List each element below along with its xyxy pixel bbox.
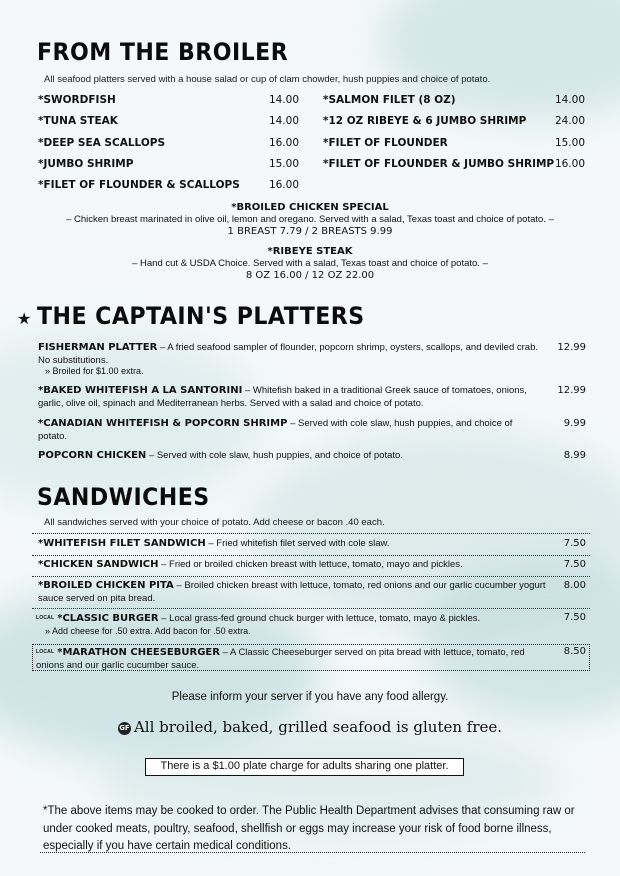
menu-item-description: – Broiled chicken breast with lettuce, tomato, red onions and our garlic cucumber yogurt sauce served on pita bread.	[38, 580, 546, 604]
plate-charge-notice: There is a $1.00 plate charge for adults sharing one platter.	[145, 758, 464, 776]
menu-item-name: *WHITEFISH FILET SANDWICH	[38, 538, 206, 549]
special-prices: 8 OZ 16.00 / 12 OZ 22.00	[245, 270, 375, 281]
platters-title: THE CAPTAIN'S PLATTERS	[37, 302, 365, 330]
health-disclaimer: *The above items may be cooked to order. The Public Health Department advises that consuming raw or under cooked meats, poultry, seafood, shellfish or eggs may increase your risk of food borne illness, especially if you have certain medical conditions.	[43, 805, 575, 852]
menu-item	[38, 580, 548, 605]
menu-item-name: *CANADIAN WHITEFISH & POPCORN SHRIMP	[38, 418, 288, 429]
menu-item-price: 14.00	[554, 94, 585, 106]
local-badge: LOCAL	[36, 615, 55, 621]
menu-item	[36, 612, 536, 626]
menu-item-description: – A fried seafood sampler of flounder, popcorn shrimp, oysters, scallops, and deviled crab. No substitutions.	[38, 342, 539, 366]
divider	[32, 533, 590, 534]
menu-item-name: *FILET OF FLOUNDER & SCALLOPS	[38, 179, 240, 191]
menu-item-name: *DEEP SEA SCALLOPS	[38, 137, 166, 149]
broiler-note: All seafood platters served with a house salad or cup of clam chowder, hush puppies and choice of potato.	[44, 74, 491, 85]
broiler-title: FROM THE BROILER	[37, 38, 289, 66]
menu-item-price: 8.50	[563, 646, 586, 657]
sandwiches-note: All sandwiches served with your choice of potato. Add cheese or bacon .40 each.	[44, 517, 385, 528]
menu-item	[38, 385, 538, 410]
special-prices: 1 BREAST 7.79 / 2 BREASTS 9.99	[227, 226, 393, 237]
menu-item	[38, 418, 538, 443]
menu-item	[38, 538, 538, 551]
menu-item-name: *CLASSIC BURGER	[57, 613, 159, 624]
special-description: – Chicken breast marinated in olive oil, lemon and oregano. Served with a salad, Texas toast and choice of potato. –	[66, 214, 554, 225]
menu-item-name: *BAKED WHITEFISH A LA SANTORINI	[38, 385, 243, 396]
menu-item-description: – Served with cole slaw, hush puppies, and choice of potato.	[38, 418, 513, 442]
special-title: *BROILED CHICKEN SPECIAL	[231, 202, 389, 213]
menu-item-price: 24.00	[554, 115, 585, 127]
special-title: *RIBEYE STEAK	[267, 246, 353, 257]
special-description: – Hand cut & USDA Choice. Served with a salad, Texas toast and choice of potato. –	[132, 258, 488, 269]
menu-item-price: 14.00	[268, 94, 299, 106]
star-icon: ★	[17, 309, 32, 328]
menu-item-price: 7.50	[563, 538, 586, 549]
menu-item-price: 12.99	[557, 385, 586, 396]
menu-item-description: – Fried or broiled chicken breast with lettuce, tomato, mayo and pickles.	[158, 559, 463, 570]
menu-item-name: *CHICKEN SANDWICH	[38, 559, 159, 570]
menu-item-name: *SWORDFISH	[38, 94, 116, 106]
menu-item-name: *JUMBO SHRIMP	[38, 158, 134, 170]
menu-item-price: 7.50	[563, 612, 586, 623]
menu-item-price: 14.00	[268, 115, 299, 127]
menu-item-price: 15.00	[268, 158, 299, 170]
menu-item-name: *MARATHON CHEESEBURGER	[57, 647, 220, 658]
menu-item-description: – Local grass-fed ground chuck burger with lettuce, tomato, mayo & pickles.	[158, 613, 481, 624]
menu-item-name: *BROILED CHICKEN PITA	[38, 580, 174, 591]
menu-item-name: FISHERMAN PLATTER	[38, 342, 158, 353]
menu-item-name: *TUNA STEAK	[38, 115, 118, 127]
menu-item-price: 8.99	[563, 450, 586, 461]
menu-item-extra: » Add cheese for .50 extra. Add bacon for .50 extra.	[45, 626, 251, 636]
local-badge: LOCAL	[36, 649, 55, 655]
menu-item	[36, 646, 551, 672]
menu-item-description: – Fried whitefish filet served with cole slaw.	[205, 538, 390, 549]
divider	[32, 608, 590, 609]
gluten-free-icon: GF	[118, 722, 131, 735]
menu-item-description: – A Classic Cheeseburger served on pita bread with lettuce, tomato, red onions and our garlic cucumber sauce.	[36, 647, 525, 671]
menu-item-price: 9.99	[563, 418, 586, 429]
menu-item-price: 16.00	[554, 158, 585, 170]
menu-item-name: *FILET OF FLOUNDER & JUMBO SHRIMP	[323, 158, 555, 170]
menu-item-price: 16.00	[268, 137, 299, 149]
menu-item	[38, 559, 538, 572]
menu-item	[38, 450, 538, 463]
menu-item-description: – Served with cole slaw, hush puppies, and choice of potato.	[146, 450, 403, 461]
allergy-notice: Please inform your server if you have any food allergy.	[171, 691, 449, 703]
gluten-free-text: All broiled, baked, grilled seafood is gluten free.	[133, 718, 503, 736]
menu-item-price: 15.00	[554, 137, 585, 149]
menu-item-name: *12 OZ RIBEYE & 6 JUMBO SHRIMP	[323, 115, 527, 127]
divider	[32, 576, 590, 577]
divider	[32, 555, 590, 556]
menu-item	[38, 342, 538, 367]
menu-item-price: 16.00	[268, 179, 299, 191]
menu-item-price: 8.00	[563, 580, 586, 591]
menu-item-price: 12.99	[557, 342, 586, 353]
menu-item-description: – Whitefish baked in a traditional Greek sauce of tomatoes, onions, garlic, olive oil, spinach and Mediterranean herbs. Served with a salad and choice of potato.	[38, 385, 527, 409]
menu-item-name: *SALMON FILET (8 OZ)	[323, 94, 456, 106]
menu-item-name: *FILET OF FLOUNDER	[323, 137, 448, 149]
gluten-free-notice	[0, 718, 620, 736]
menu-item-extra: » Broiled for $1.00 extra.	[45, 366, 144, 376]
menu-item-price: 7.50	[563, 559, 586, 570]
sandwiches-title: SANDWICHES	[37, 483, 210, 511]
divider	[40, 852, 585, 853]
menu-item-name: POPCORN CHICKEN	[38, 450, 147, 461]
